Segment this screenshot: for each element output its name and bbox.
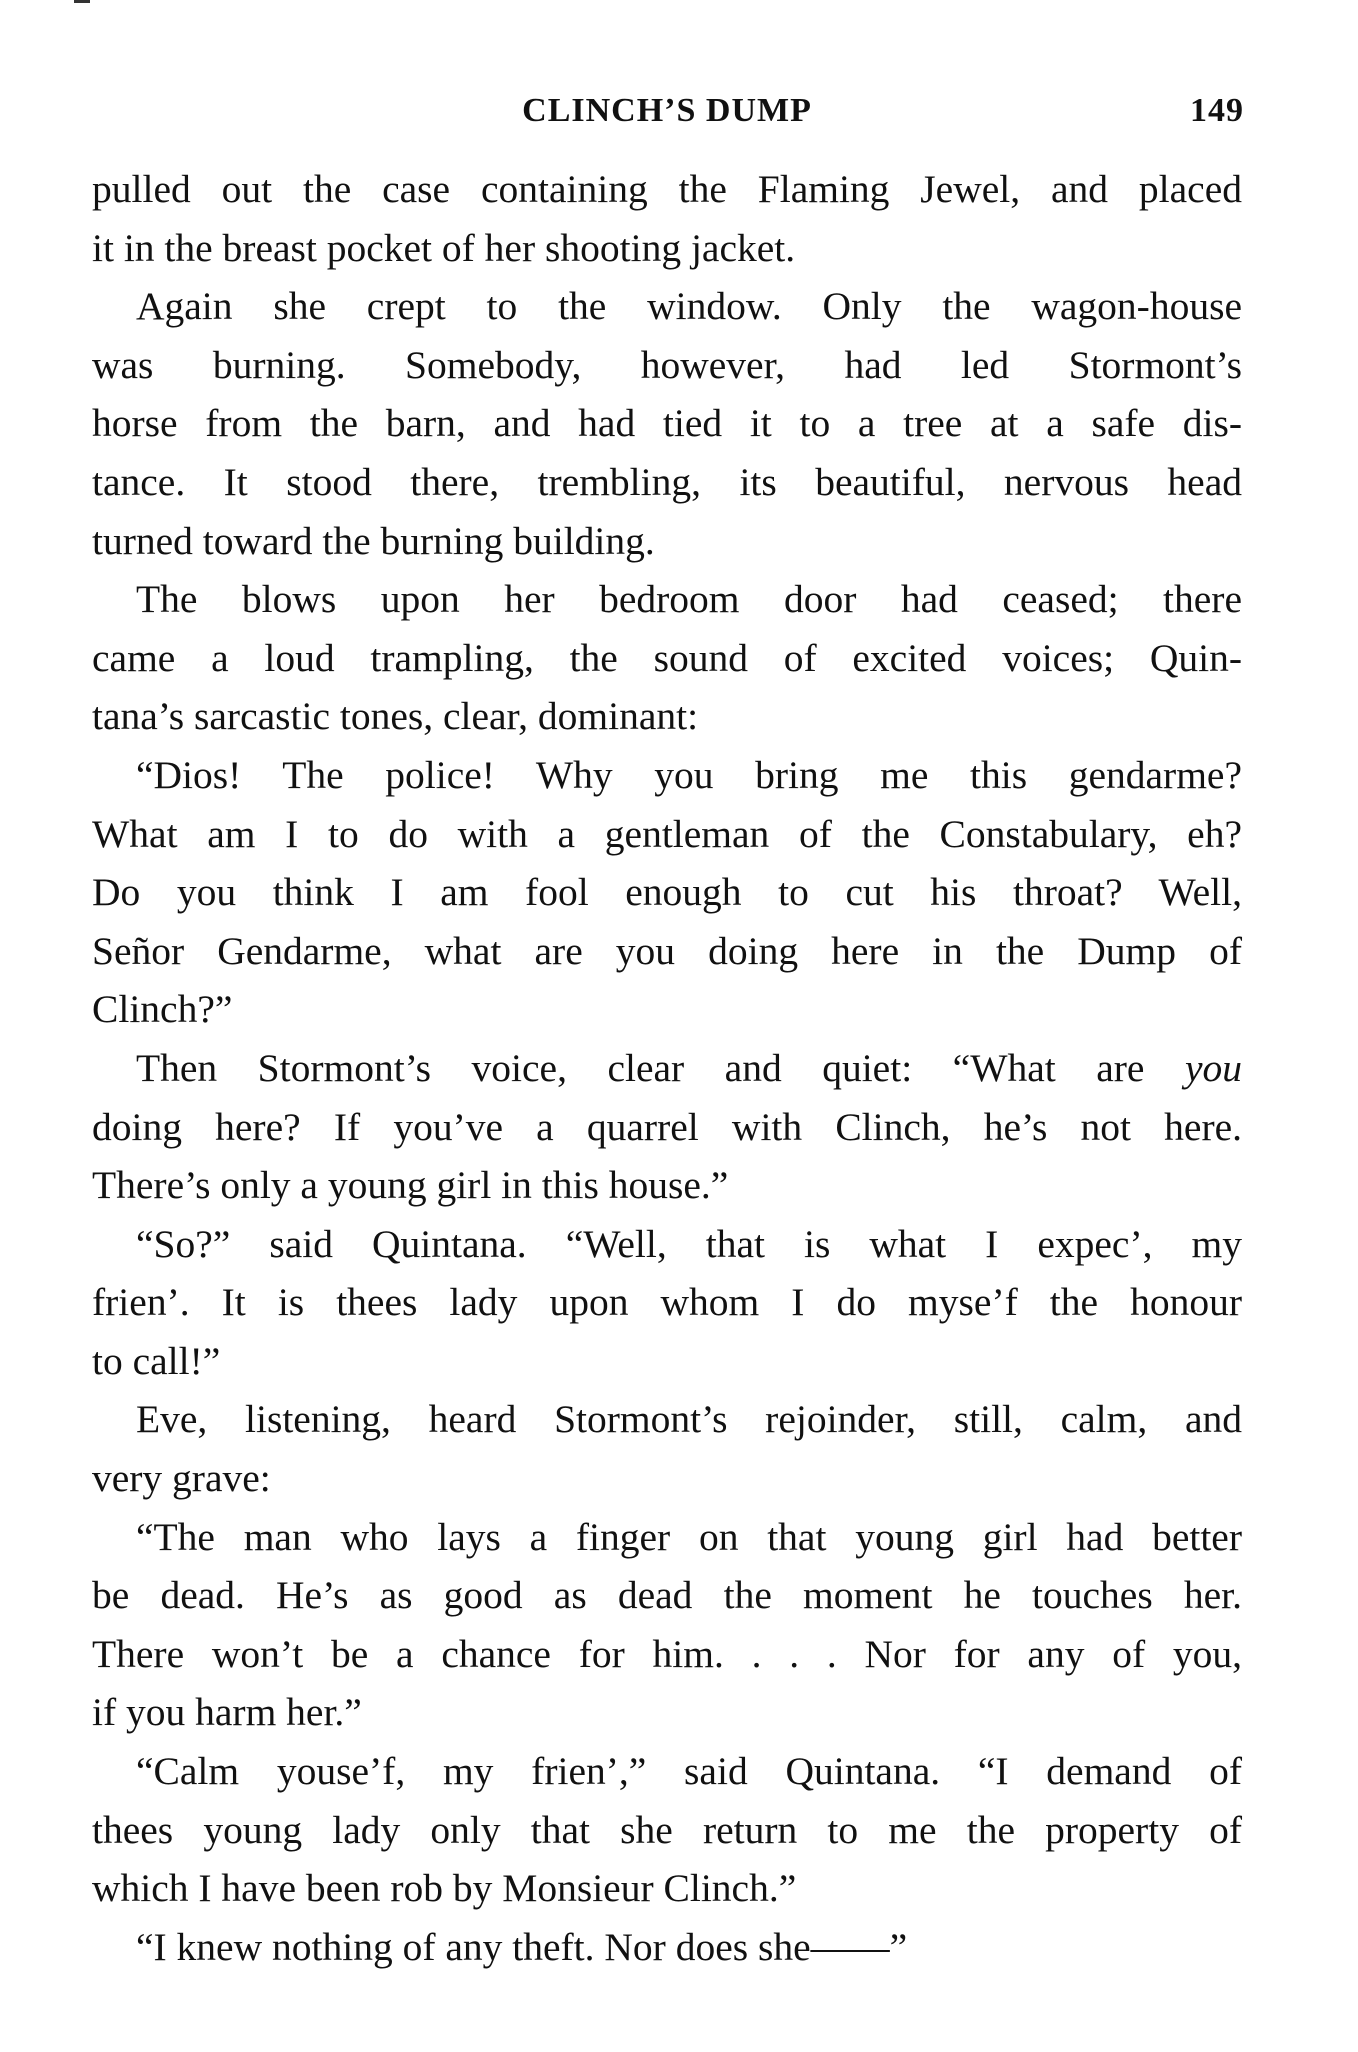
paragraph bbox=[92, 1742, 1242, 1918]
text-line: frien’. It is thees lady upon whom I do myse’f the honour bbox=[92, 1280, 1242, 1325]
text-line: be dead. He’s as good as dead the moment he touches her. bbox=[92, 1573, 1242, 1618]
scan-mark bbox=[74, 0, 90, 3]
text-line: pulled out the case containing the Flaming Jewel, and placed bbox=[92, 167, 1242, 211]
text-line: if you harm her.” bbox=[92, 1690, 362, 1735]
text-line: horse from the barn, and had tied it to a tree at a safe dis- bbox=[92, 401, 1242, 446]
text-line: “Dios! The police! Why you bring me this gendarme? bbox=[136, 752, 1242, 797]
text-fragment: Then Stormont’s voice, clear and quiet: “What are bbox=[136, 1045, 1145, 1090]
text-line: There won’t be a chance for him. . . . Nor for any of you, bbox=[92, 1631, 1242, 1676]
paragraph bbox=[92, 1508, 1242, 1742]
text-line: came a loud trampling, the sound of excited voices; Quin- bbox=[92, 635, 1242, 680]
paragraph bbox=[92, 1390, 1242, 1507]
text-line: very grave: bbox=[92, 1456, 271, 1501]
text-line: Clinch?” bbox=[92, 987, 233, 1032]
text-line: Señor Gendarme, what are you doing here in the Dump of bbox=[92, 928, 1242, 973]
text-line: was burning. Somebody, however, had led Stormont’s bbox=[92, 342, 1242, 387]
text-line: tance. It stood there, trembling, its beautiful, nervous head bbox=[92, 459, 1242, 504]
text-line: it in the breast pocket of her shooting jacket. bbox=[92, 225, 796, 270]
text-line: which I have been rob by Monsieur Clinch.” bbox=[92, 1866, 797, 1911]
text-line: The blows upon her bedroom door had ceased; there bbox=[136, 577, 1242, 622]
paragraph bbox=[92, 1039, 1242, 1215]
paragraph bbox=[92, 1918, 1242, 1977]
paragraph bbox=[92, 277, 1242, 570]
text-line: What am I to do with a gentleman of the Constabulary, eh? bbox=[92, 811, 1242, 856]
text-line: “The man who lays a finger on that young girl had better bbox=[136, 1514, 1242, 1559]
text-line: “I knew nothing of any theft. Nor does she——” bbox=[136, 1924, 908, 1969]
body-text bbox=[92, 160, 1242, 1976]
paragraph bbox=[92, 570, 1242, 746]
running-head bbox=[92, 92, 1242, 140]
text-line: Eve, listening, heard Stormont’s rejoinder, still, calm, and bbox=[136, 1397, 1242, 1442]
italic-word: you bbox=[1184, 1045, 1242, 1090]
text-line: thees young lady only that she return to me the property of bbox=[92, 1807, 1242, 1852]
text-line: There’s only a young girl in this house.” bbox=[92, 1163, 729, 1208]
text-line: “Calm youse’f, my frien’,” said Quintana. “I demand of bbox=[136, 1749, 1242, 1794]
book-page bbox=[92, 92, 1242, 1976]
paragraph bbox=[92, 1215, 1242, 1391]
paragraph bbox=[92, 746, 1242, 1039]
text-line: Again she crept to the window. Only the wagon-house bbox=[136, 284, 1242, 329]
chapter-title: CLINCH’S DUMP bbox=[522, 92, 812, 129]
text-line: to call!” bbox=[92, 1338, 221, 1383]
page-number: 149 bbox=[1190, 92, 1244, 129]
text-line bbox=[92, 1039, 1242, 1098]
text-line: doing here? If you’ve a quarrel with Clinch, he’s not here. bbox=[92, 1104, 1242, 1149]
text-line: Do you think I am fool enough to cut his throat? Well, bbox=[92, 870, 1242, 915]
paragraph bbox=[92, 160, 1242, 277]
text-line: turned toward the burning building. bbox=[92, 518, 655, 563]
text-line: tana’s sarcastic tones, clear, dominant: bbox=[92, 694, 699, 739]
text-line: “So?” said Quintana. “Well, that is what I expec’, my bbox=[136, 1221, 1242, 1266]
